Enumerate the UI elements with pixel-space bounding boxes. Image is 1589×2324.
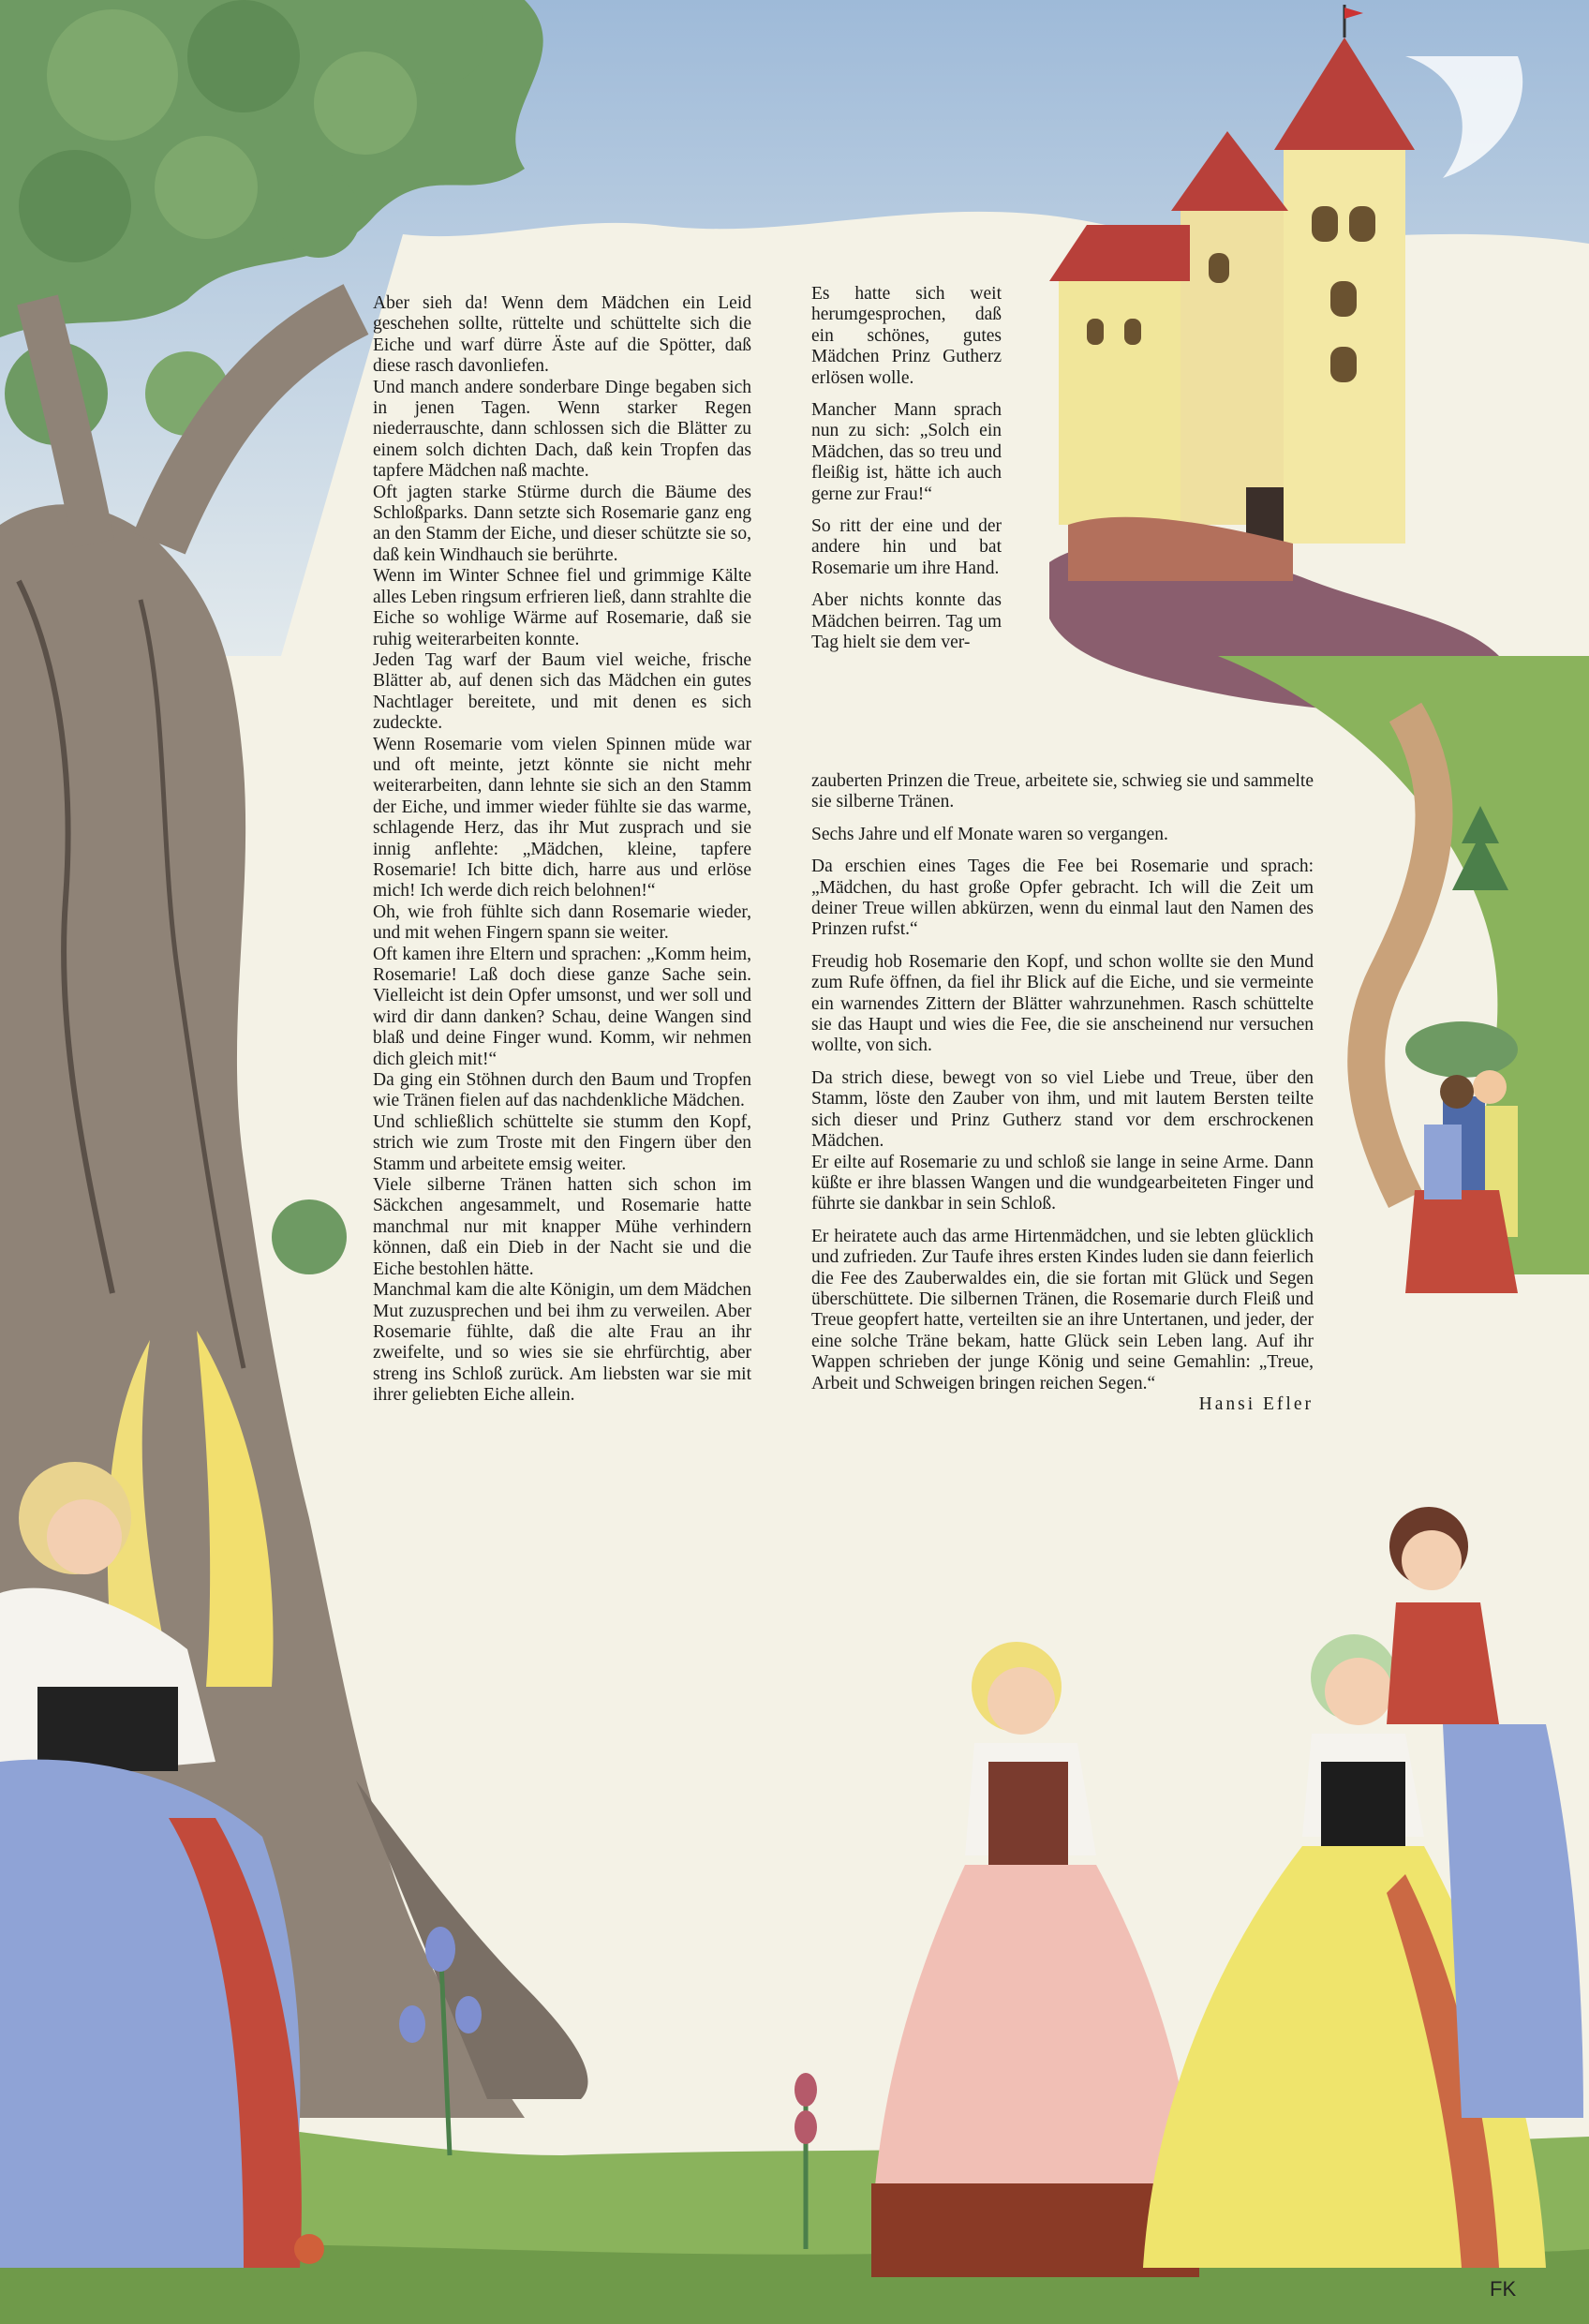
paragraph: Wenn im Winter Schnee fiel und grimmige Kälte alles Leben ringsum erfrieren ließ, dann strahlte die Eiche so wohlige Wärme auf Rosemarie, daß sie ruhig weiterarbeiten konnte. bbox=[373, 566, 751, 649]
paragraph: Aber nichts konnte das Mädchen beirren. Tag um Tag hielt sie dem ver- bbox=[811, 590, 1002, 653]
paragraph: Oft kamen ihre Eltern und sprachen: „Komm heim, Rosemarie! Laß doch diese ganze Sache sein. Vielleicht ist dein Opfer umsonst, und wer soll und wird dir dann danken? Schau, deine Wangen sind blaß und deine Finger wund. Komm, wir nehmen dich gleich mit!“ bbox=[373, 944, 751, 1069]
paragraph: Da strich diese, bewegt von so viel Liebe und Treue, über den Stamm, löste den Zauber von ihm, und mit lautem Bersten teilte sich dieser und Prinz Gutherz stand vor dem erschrockenen Mädchen. bbox=[811, 1067, 1314, 1152]
paragraph: Jeden Tag warf der Baum viel weiche, frische Blätter ab, auf denen sich das Mädchen ein gutes Nachtlager bereitete, und mit denen es sich zudeckte. bbox=[373, 649, 751, 734]
paragraph: Freudig hob Rosemarie den Kopf, und schon wollte sie den Mund zum Rufe öffnen, da fiel ihr Blick auf die Eiche, und sie vermeinte ein warnendes Zittern der Blätter wahrzunehmen. Rasch schüttelte sie das Haupt und wies die Fee, die sie anscheinend nur versuchen wollte, von sich. bbox=[811, 951, 1314, 1056]
author-line bbox=[811, 1394, 1314, 1415]
paragraph: zauberten Prinzen die Treue, arbeitete sie, schwieg sie und sammelte sie silberne Tränen. bbox=[811, 771, 1314, 812]
paragraph: So ritt der eine und der andere hin und bat Rosemarie um ihre Hand. bbox=[811, 516, 1002, 578]
paragraph: Aber sieh da! Wenn dem Mädchen ein Leid geschehen sollte, rüttelte und schüttelte sich die Eiche und warf dürre Äste auf die Spötter, daß diese rasch davonliefen. bbox=[373, 293, 751, 377]
paragraph: Mancher Mann sprach nun zu sich: „Solch ein Mädchen, das so treu und fleißig ist, hätte ich auch gerne zur Frau!“ bbox=[811, 400, 1002, 504]
story-column-right-narrow bbox=[811, 284, 1002, 654]
paragraph: Er eilte auf Rosemarie zu und schloß sie lange in seine Arme. Dann küßte er ihre blassen Wangen und die wundgearbeiteten Finger und führte sie dankbar in sein Schloß. bbox=[811, 1152, 1314, 1214]
paragraph: Und schließlich schüttelte sie stumm den Kopf, strich wie zum Troste mit den Fingern über den Stamm und arbeitete emsig weiter. bbox=[373, 1111, 751, 1174]
paragraph: Manchmal kam die alte Königin, um dem Mädchen Mut zuzusprechen und bei ihm zu verweilen. Aber Rosemarie fühlte, daß die alte Frau an ihr zweifelte, und so wies sie sie ehrfürchtig, aber streng ins Schloß zurück. Am liebsten war sie mit ihrer geliebten Eiche allein. bbox=[373, 1280, 751, 1406]
paragraph: Viele silberne Tränen hatten sich schon im Säckchen angesammelt, und Rosemarie hatte manchmal nur mit knapper Mühe verhindern können, daß ein Dieb in der Nacht sie und die Eiche bestohlen hätte. bbox=[373, 1175, 751, 1279]
paragraph: Sechs Jahre und elf Monate waren so vergangen. bbox=[811, 824, 1168, 844]
story-column-left bbox=[373, 293, 751, 1407]
paragraph: Da erschien eines Tages die Fee bei Rosemarie und sprach: „Mädchen, du hast große Opfer gebracht. Ich will die Zeit um deiner Treue willen abkürzen, wenn du einmal laut den Namen des Prinzen rufst.“ bbox=[811, 857, 1314, 940]
paragraph: Es hatte sich weit herumgesprochen, daß ein schönes, gutes Mädchen Prinz Gutherz erlösen wolle. bbox=[811, 284, 1002, 388]
paragraph: Wenn Rosemarie vom vielen Spinnen müde war und oft meinte, jetzt könnte sie nicht mehr weiterarbeiten, dann lehnte sie sich an den Stamm der Eiche, und immer wieder fühlte sie das warme, schlagende Herz, das ihr Mut zusprach und sie innig anflehte: „Mädchen, kleine, tapfere Rosemarie! Ich bitte dich, harre aus und erlöse mich! Ich werde dich reich belohnen!“ bbox=[373, 734, 751, 901]
story-column-right-wide bbox=[811, 771, 1314, 1415]
paragraph: Oft jagten starke Stürme durch die Bäume des Schloßparks. Dann setzte sich Rosemarie ganz eng an den Stamm der Eiche, und dieser schützte sie so, daß kein Windhauch sie berührte. bbox=[373, 482, 751, 565]
paragraph: Und manch andere sonderbare Dinge begaben sich in jenen Tagen. Wenn starker Regen niederrauschte, dann schlossen sich die Blätter zu einem solch dichten Dach, daß kein Tropfen das tapfere Mädchen naß machte. bbox=[373, 377, 751, 482]
paragraph: Oh, wie froh fühlte sich dann Rosemarie wieder, und mit wehen Fingern spann sie weiter. bbox=[373, 901, 751, 944]
artist-monogram: FK bbox=[1490, 2277, 1517, 2301]
paragraph: Er heiratete auch das arme Hirtenmädchen, und sie lebten glücklich und zufrieden. Zur Taufe ihres ersten Kindes luden sie dann feierlich die Fee des Zauberwaldes ein, die sie fortan mit Glück und Segen überschüttete. Die silbernen Tränen, die Rosemarie durch Fleiß und Treue geopfert hatte, verteilten sie an ihre Untertanen, und jeder, der eine solche Träne bekam, hatte Glück sein Leben lang. Auf ihr Wappen schrieben der junge König und seine Gemahlin: „Treue, Arbeit und Schweigen bringen reichen Segen.“ bbox=[811, 1226, 1314, 1393]
author-name: Hansi Efler bbox=[1198, 1393, 1314, 1414]
paragraph: Da ging ein Stöhnen durch den Baum und Tropfen wie Tränen fielen auf das nachdenkliche Mädchen. bbox=[373, 1070, 751, 1111]
